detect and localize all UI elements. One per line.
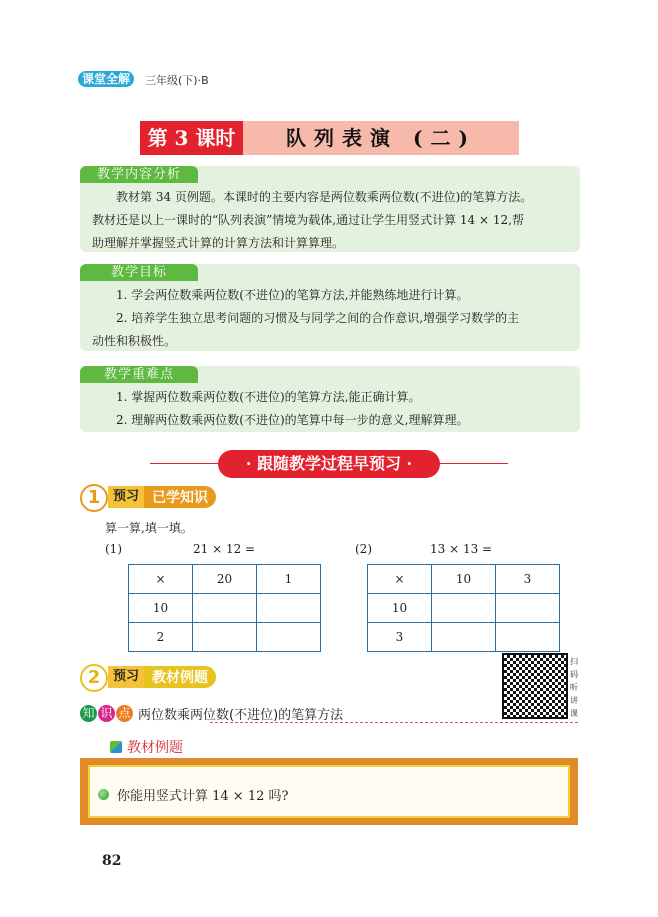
answer-cell[interactable]: [496, 594, 560, 623]
lesson-number: 第 3 课时: [140, 121, 243, 155]
text-line: 1. 学会两位数乘两位数(不进位)的笔算方法,并能熟练地进行计算。: [92, 288, 469, 302]
multiplication-table-2: [367, 564, 560, 652]
preview-banner: · 跟随教学过程早预习 ·: [218, 450, 440, 478]
kp-badge: 识: [98, 705, 115, 722]
table-row: [368, 594, 560, 623]
table-cell: 10: [432, 565, 496, 594]
table-cell: ×: [129, 565, 193, 594]
table-cell: 20: [193, 565, 257, 594]
table-row: [368, 565, 560, 594]
cube-icon: [110, 741, 122, 753]
table-cell: 3: [368, 623, 432, 652]
part-number-badge: 2: [80, 664, 108, 692]
example-label: 教材例题: [127, 740, 183, 756]
section-tab-content-analysis: 教学内容分析: [80, 166, 198, 183]
part-tag: 预习: [108, 666, 144, 688]
example-heading: [110, 737, 183, 757]
knowledge-point: [80, 704, 343, 723]
lesson-title: 队列表演 (二): [243, 121, 519, 155]
text-line: 助理解并掌握竖式计算的计算方法和计算算理。: [92, 236, 345, 250]
part2-header: [108, 666, 216, 688]
answer-cell[interactable]: [496, 623, 560, 652]
bullet-icon: [98, 789, 109, 800]
table-cell: 10: [129, 594, 193, 623]
text-line: 动性和积极性。: [92, 334, 177, 348]
qr-caption: 扫码听讲课: [570, 657, 578, 718]
section-tab-key-points: 教学重难点: [80, 366, 198, 383]
kp-badge: 知: [80, 705, 97, 722]
text-line: 2. 理解两位数乘两位数(不进位)的笔算中每一步的意义,理解算理。: [92, 413, 469, 427]
problem-label: (2): [355, 542, 372, 556]
problem-label: (1): [105, 542, 122, 556]
answer-cell[interactable]: [193, 594, 257, 623]
answer-cell[interactable]: [257, 594, 321, 623]
problem-expression: 13 × 13 =: [430, 542, 493, 556]
text-line: 2. 培养学生独立思考问题的习惯及与同学之间的合作意识,增强学习数学的主: [92, 311, 520, 325]
qr-code[interactable]: [502, 653, 568, 719]
text-line: 教材第 34 页例题。本课时的主要内容是两位数乘两位数(不进位)的笔算方法。: [92, 190, 533, 204]
part-tag: 预习: [108, 486, 144, 508]
text-line: 教材还是以上一课时的“队列表演”情境为载体,通过让学生用竖式计算 14 × 12,帮: [92, 213, 524, 227]
answer-cell[interactable]: [432, 594, 496, 623]
dashed-divider: [210, 722, 578, 723]
text-line: 1. 掌握两位数乘两位数(不进位)的笔算方法,能正确计算。: [92, 390, 421, 404]
page-number: 82: [102, 853, 122, 869]
part-number-badge: 1: [80, 484, 108, 512]
part-title: 教材例题: [152, 670, 209, 686]
kp-badge: 点: [116, 705, 133, 722]
table-row: [129, 623, 321, 652]
table-row: [129, 565, 321, 594]
answer-cell[interactable]: [257, 623, 321, 652]
part-title: 已学知识: [152, 490, 209, 506]
table-row: [129, 594, 321, 623]
logo: 课堂全解: [78, 71, 134, 87]
instruction: 算一算,填一填。: [105, 521, 193, 535]
table-cell: 3: [496, 565, 560, 594]
table-cell: 10: [368, 594, 432, 623]
table-cell: 2: [129, 623, 193, 652]
problem-expression: 21 × 12 =: [193, 542, 256, 556]
grade-label: 三年级(下)·B: [145, 74, 209, 87]
section-tab-objectives: 教学目标: [80, 264, 198, 281]
part1-header: [108, 486, 216, 508]
table-cell: 1: [257, 565, 321, 594]
kp-title: 两位数乘两位数(不进位)的笔算方法: [138, 708, 344, 723]
answer-cell[interactable]: [193, 623, 257, 652]
table-row: [368, 623, 560, 652]
multiplication-table-1: [128, 564, 321, 652]
table-cell: ×: [368, 565, 432, 594]
example-box: [88, 765, 570, 818]
example-question: 你能用竖式计算 14 × 12 吗?: [117, 789, 289, 804]
answer-cell[interactable]: [432, 623, 496, 652]
